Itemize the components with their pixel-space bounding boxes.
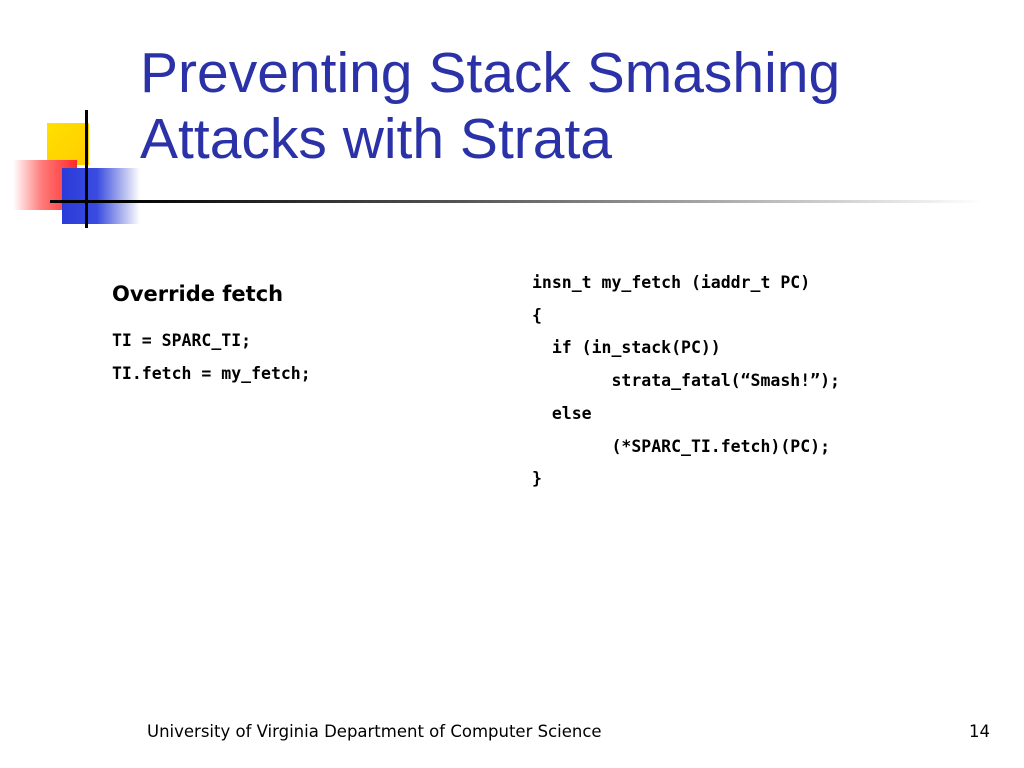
code-line: } xyxy=(532,469,542,489)
yellow-square-decoration xyxy=(47,123,89,165)
code-line: { xyxy=(532,305,542,325)
vertical-line-decoration xyxy=(85,110,88,228)
title-underline xyxy=(114,200,984,203)
page-number: 14 xyxy=(969,722,990,741)
left-code-block xyxy=(112,324,472,390)
slide-title xyxy=(140,40,980,172)
code-line: TI.fetch = my_fetch; xyxy=(112,364,311,383)
slide-logo-graphic xyxy=(0,0,160,240)
blue-square-decoration xyxy=(62,168,140,224)
slide-title-line2: Attacks with Strata xyxy=(140,107,613,171)
left-column xyxy=(112,280,472,390)
code-line: TI = SPARC_TI; xyxy=(112,331,252,350)
code-line: if (in_stack(PC)) xyxy=(532,338,721,358)
code-line: else xyxy=(532,403,592,423)
left-heading: Override fetch xyxy=(112,282,284,306)
code-line: strata_fatal(“Smash!”); xyxy=(532,371,840,391)
slide-footer: University of Virginia Department of Computer Science xyxy=(147,722,602,741)
horizontal-line-decoration xyxy=(50,200,114,203)
right-code-block xyxy=(532,267,1002,496)
code-line: (*SPARC_TI.fetch)(PC); xyxy=(532,436,831,456)
code-line: insn_t my_fetch (iaddr_t PC) xyxy=(532,273,811,292)
slide-title-line1: Preventing Stack Smashing xyxy=(140,41,841,105)
